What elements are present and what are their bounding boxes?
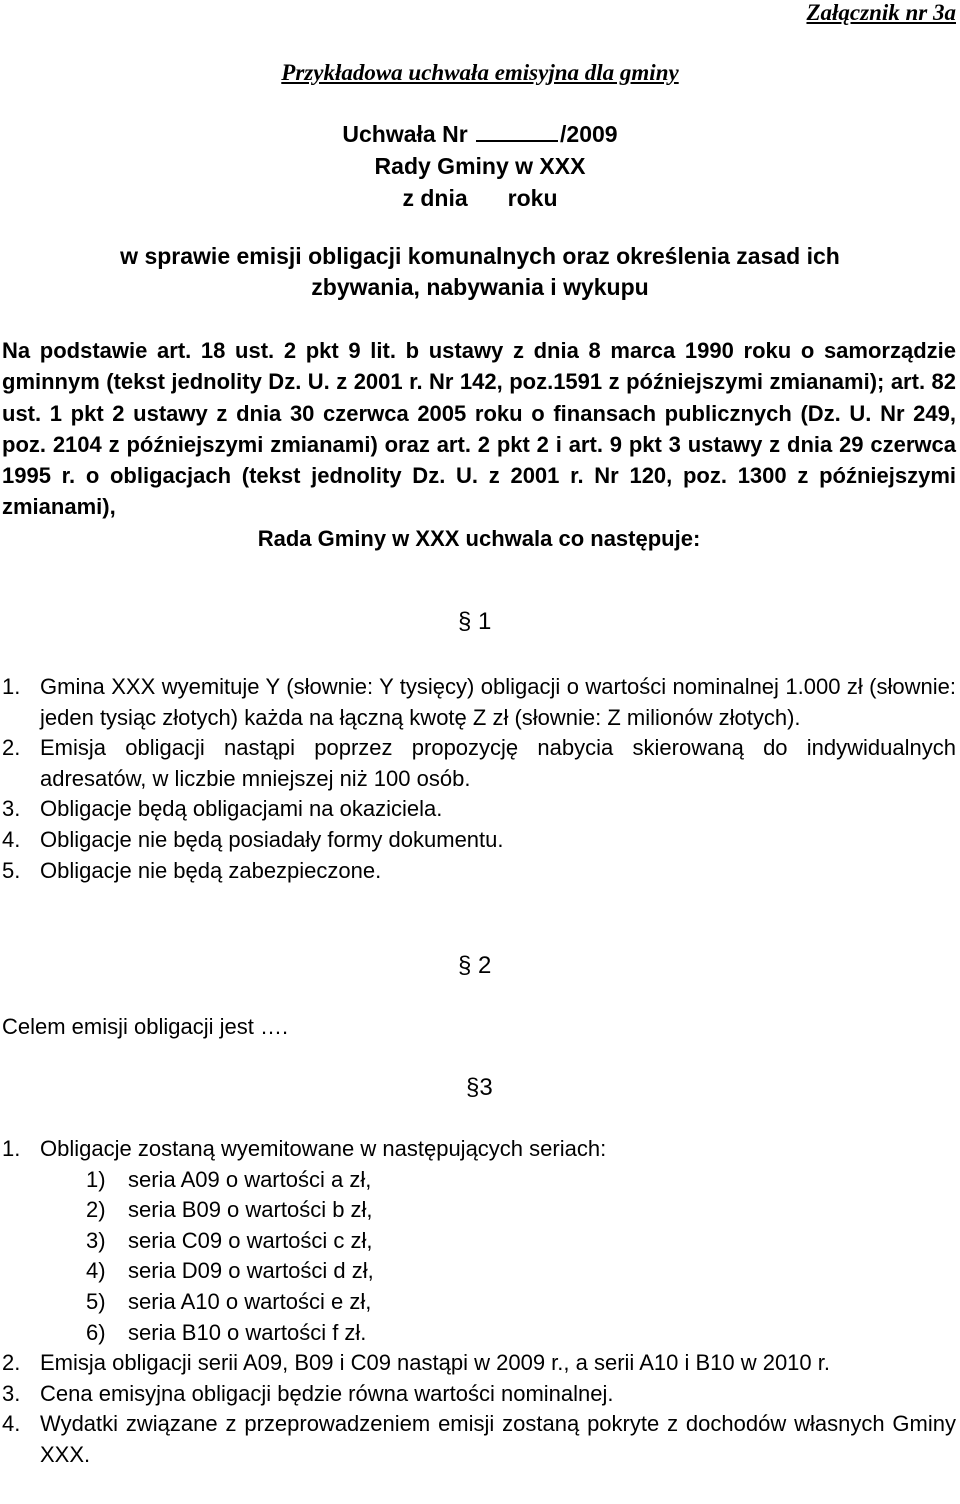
- council-resolves-line: Rada Gminy w XXX uchwala co następuje:: [257, 525, 701, 551]
- list-item: 5. Obligacje nie będą zabezpieczone.: [2, 857, 382, 883]
- resolution-number-line: [0, 118, 960, 150]
- date-suffix: roku: [507, 185, 558, 211]
- resolution-header: [0, 118, 960, 214]
- list-item: 2. Emisja obligacji nastąpi poprzez propozycję nabycia skierowaną do indywidualnych adresatów, w liczbie mniejszej niż 100 osób.: [2, 735, 956, 791]
- list-item: 4. Obligacje nie będą posiadały formy dokumentu.: [2, 826, 504, 852]
- list-item: 3. Obligacje będą obligacjami na okaziciela.: [2, 796, 443, 822]
- list-item: 1. Gmina XXX wyemituje Y (słownie: Y tysięcy) obligacji o wartości nominalnej 1.000 zł (słownie: jeden tysiąc złotych) każda na łączną kwotę Z zł (słownie: Z milionów złotych).: [2, 674, 956, 730]
- list-item: 4. Wydatki związane z przeprowadzeniem emisji zostaną pokryte z dochodów własnych Gminy XXX.: [2, 1411, 956, 1467]
- section-1-mark: § 1: [458, 608, 492, 635]
- resolution-number-suffix: /2009: [560, 121, 618, 147]
- list-item: 1. Obligacje zostaną wyemitowane w następujących seriach:: [2, 1136, 607, 1161]
- series-item: 6) seria B10 o wartości f zł.: [86, 1319, 367, 1345]
- document-kind-heading: Przykładowa uchwała emisyjna dla gminy: [281, 60, 679, 85]
- subject-line-1: w sprawie emisji obligacji komunalnych oraz określenia zasad ich: [120, 243, 840, 269]
- date-prefix: z dnia: [402, 185, 468, 211]
- list-item: 2. Emisja obligacji serii A09, B09 i C09 nastąpi w 2009 r., a serii A10 i B10 w 2010 r.: [2, 1350, 830, 1376]
- series-item: 3) seria C09 o wartości c zł,: [86, 1227, 373, 1253]
- section-3-mark: §3: [466, 1074, 493, 1101]
- section-1-list: [2, 672, 956, 886]
- series-item: 4) seria D09 o wartości d zł,: [86, 1258, 374, 1284]
- series-item: 5) seria A10 o wartości e zł,: [86, 1288, 372, 1314]
- council-name-line: Rady Gminy w XXX: [374, 153, 586, 179]
- legal-basis-text: Na podstawie art. 18 ust. 2 pkt 9 lit. b ustawy z dnia 8 marca 1990 roku o samorządzie gminnym (tekst jednolity Dz. U. z 2001 r. Nr 142, poz.1591 z późniejszymi zmianami); art. 82 ust. 1 pkt 2 ustawy z dnia 30 czerwca 2005 roku o finansach publicznych (Dz. U. Nr 249, poz. 2104 z późniejszymi zmianami) oraz art. 2 pkt 2 i art. 9 pkt 3 ustawy z dnia 29 czerwca 1995 r. o obligacjach (tekst jednolity Dz. U. z 2001 r. Nr 120, poz. 1300 z późniejszymi zmianami),: [2, 338, 956, 520]
- series-item: 2) seria B09 o wartości b zł,: [86, 1197, 373, 1223]
- section-2-text: Celem emisji obligacji jest ….: [2, 1014, 289, 1039]
- resolution-date-line: [0, 182, 960, 214]
- section-2-mark: § 2: [458, 952, 492, 979]
- annex-label: Załącznik nr 3a: [806, 0, 956, 25]
- series-item: 1) seria A09 o wartości a zł,: [86, 1166, 372, 1192]
- section-3-list: [2, 1134, 956, 1471]
- resolution-number-prefix: Uchwała Nr: [342, 121, 468, 147]
- subject-line-2: zbywania, nabywania i wykupu: [311, 274, 649, 300]
- list-item: 3. Cena emisyjna obligacji będzie równa wartości nominalnej.: [2, 1380, 614, 1406]
- legal-basis-preamble: [2, 335, 956, 554]
- resolution-subject: [0, 241, 960, 303]
- resolution-number-blank: [476, 120, 558, 142]
